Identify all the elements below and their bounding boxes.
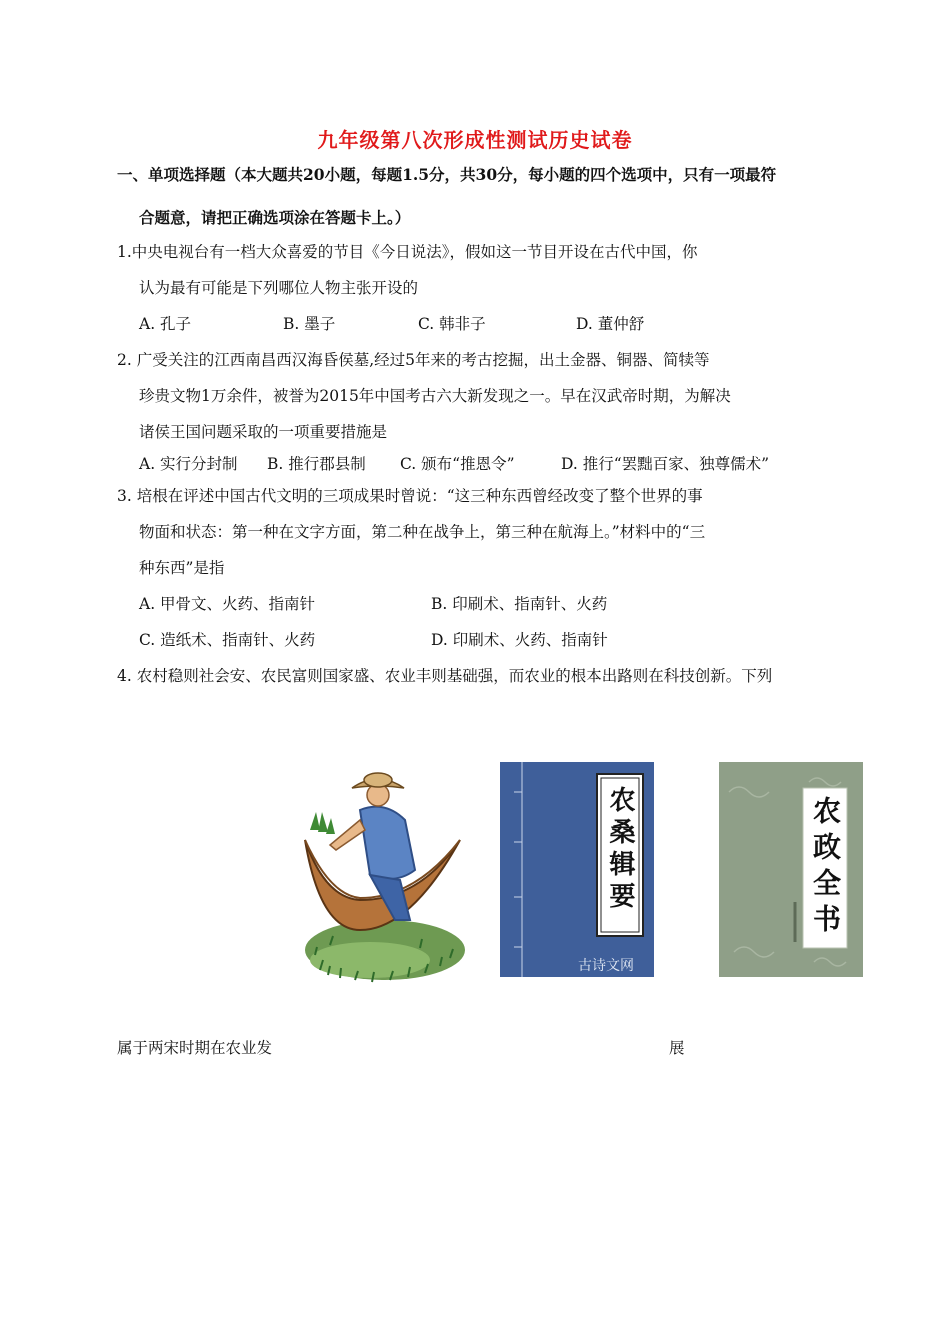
q2-option-d: D. 推行“罢黜百家、独尊儒术” (561, 455, 770, 473)
q2-line1: 2. 广受关注的江西南昌西汉海昏侯墓,经过5年来的考古挖掘，出土金器、铜器、简犊等 (117, 351, 710, 369)
page-title: 九年级第八次形成性测试历史试卷 (317, 128, 633, 152)
q3-option-c: C. 造纸术、指南针、火药 (139, 631, 316, 649)
farmer-seedling-boat-image (300, 770, 470, 990)
section-heading-line2: 合题意，请把正确选项涂在答题卡上。） (139, 208, 411, 227)
book1-title: 农桑辑要 (605, 786, 635, 914)
q3-line1: 3. 培根在评述中国古代文明的三项成果时曾说：“这三种东西曾经改变了整个世界的事 (117, 487, 703, 505)
q1-option-b: B. 墨子 (283, 315, 336, 333)
q4-tail-right: 展 (669, 1039, 685, 1057)
q1-option-c: C. 韩非子 (418, 315, 486, 333)
book2-title: 农政全书 (809, 796, 842, 940)
q3-option-b: B. 印刷术、指南针、火药 (431, 595, 608, 613)
q2-option-c: C. 颁布“推恩令” (400, 455, 515, 473)
q4-line1: 4. 农村稳则社会安、农民富则国家盛、农业丰则基础强，而农业的根本出路则在科技创新。下列 (117, 667, 773, 685)
q4-tail-left: 属于两宋时期在农业发 (117, 1039, 273, 1057)
q1-line2: 认为最有可能是下列哪位人物主张开设的 (139, 279, 419, 297)
nongsang-jiyao-book-image (500, 762, 654, 977)
q1-option-d: D. 董仲舒 (576, 315, 645, 333)
q3-line2: 物面和状态：第一种在文字方面，第二种在战争上，第三种在航海上。”材料中的“三 (139, 523, 706, 541)
q2-line2: 珍贵文物1万余件，被誉为2015年中国考古六大新发现之一。早在汉武帝时期，为解决 (139, 387, 731, 405)
section-heading-line1: 一、单项选择题（本大题共20小题，每题1.5分，共30分，每小题的四个选项中，只有一项最符 (117, 165, 777, 184)
nongzheng-quanshu-book-image (719, 762, 863, 977)
q3-option-d: D. 印刷术、火药、指南针 (431, 631, 608, 649)
book1-watermark: 古诗文网 (578, 958, 634, 974)
q2-option-a: A. 实行分封制 (139, 455, 238, 473)
q1-option-a: A. 孔子 (139, 315, 192, 333)
q3-line3: 种东西”是指 (139, 559, 225, 577)
q2-option-b: B. 推行郡县制 (267, 455, 366, 473)
q1-line1: 1.中央电视台有一档大众喜爱的节目《今日说法》，假如这一节目开设在古代中国，你 (117, 243, 698, 261)
q2-line3: 诸侯王国问题采取的一项重要措施是 (139, 423, 388, 441)
q3-option-a: A. 甲骨文、火药、指南针 (139, 595, 316, 613)
